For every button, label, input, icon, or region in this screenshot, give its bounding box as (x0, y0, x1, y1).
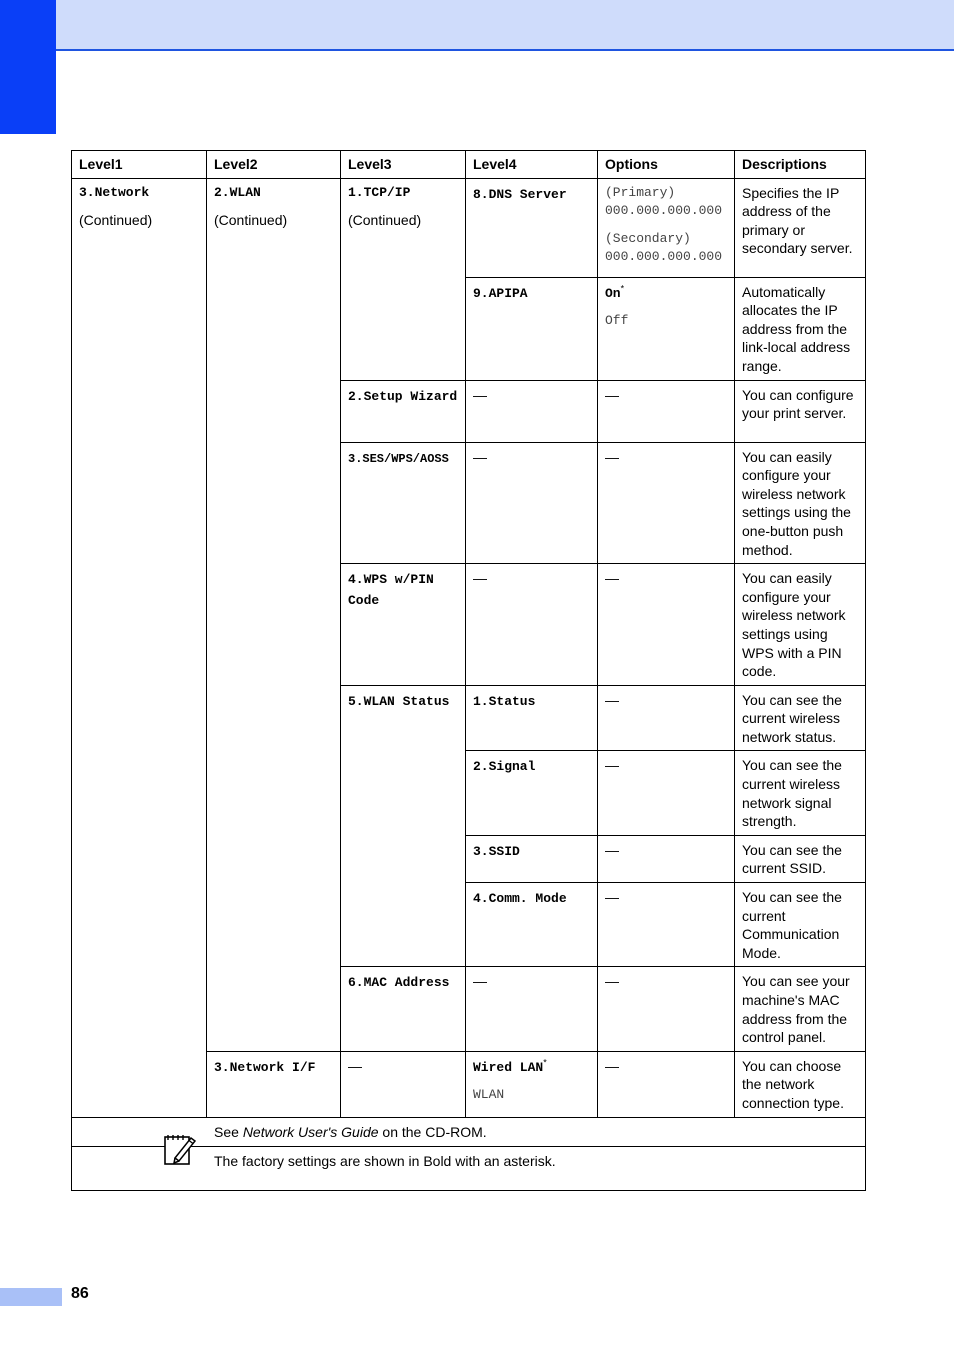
options-cell: — (598, 442, 735, 564)
level3-label: 3.SES/WPS/AOSS (348, 451, 449, 466)
level3-cell (341, 442, 466, 564)
description-cell: You can see the current Communication Mode. (735, 883, 866, 967)
header-level4: Level4 (466, 151, 598, 179)
option-default: On* (605, 282, 625, 301)
level2-cell (207, 1051, 341, 1117)
header-descriptions: Descriptions (735, 151, 866, 179)
level4-cell (466, 835, 598, 882)
level3-cell (341, 685, 466, 967)
level3-label: 4.WPS w/PIN Code (348, 572, 434, 608)
options-cell (598, 178, 735, 277)
description-cell: You can see the current SSID. (735, 835, 866, 882)
page-number: 86 (71, 1285, 89, 1302)
level3-note: (Continued) (348, 212, 422, 229)
level4-cell (466, 883, 598, 967)
option-text: 000.000.000.000 (605, 249, 723, 265)
level3-cell: — (341, 1051, 466, 1117)
header-options: Options (598, 151, 735, 179)
level3-cell (341, 967, 466, 1051)
level4-label: 2.Signal (473, 759, 536, 775)
level3-label: 2.Setup Wizard (348, 388, 458, 404)
header-level2: Level2 (207, 151, 341, 179)
level1-cell (72, 178, 207, 1117)
level4-cell (466, 277, 598, 380)
menu-table (71, 150, 866, 1191)
option-text: (Primary) (605, 184, 676, 200)
footer-bar (0, 1288, 62, 1306)
header-band (0, 0, 954, 51)
level4-label: 3.SSID (473, 843, 520, 859)
level4-label: 1.Status (473, 693, 536, 709)
chapter-tab (0, 0, 56, 134)
level4-label: 9.APIPA (473, 285, 528, 301)
description-cell: You can configure your print server. (735, 380, 866, 442)
options-cell: — (598, 751, 735, 835)
level3-name: 1.TCP/IP (348, 184, 411, 200)
header-level1: Level1 (72, 151, 207, 179)
level2-name: 2.WLAN (214, 184, 261, 200)
header-level3: Level3 (341, 151, 466, 179)
options-cell: — (598, 380, 735, 442)
level4-cell (466, 178, 598, 277)
level4-cell: — (466, 967, 598, 1051)
options-cell: — (598, 1051, 735, 1117)
level4-label: 4.Comm. Mode (473, 891, 567, 907)
level4-cell: — (466, 564, 598, 686)
options-cell: — (598, 883, 735, 967)
option-default: Wired LAN* (473, 1057, 547, 1075)
options-cell: — (598, 564, 735, 686)
guide-title: Network User's Guide (242, 1123, 379, 1140)
note-pencil-icon (163, 1132, 197, 1166)
table-row (72, 178, 866, 277)
description-cell: Specifies the IP address of the primary or secondary server. (735, 178, 866, 277)
options-cell: — (598, 835, 735, 882)
level4-cell (466, 751, 598, 835)
level4-cell: — (466, 380, 598, 442)
option-text: Off (605, 313, 629, 329)
options-cell (598, 277, 735, 380)
level4-cell: — (466, 442, 598, 564)
level2-cell (207, 178, 341, 1051)
footnote-factory: The factory settings are shown in Bold with an asterisk. (72, 1147, 866, 1191)
level1-name: 3.Network (79, 184, 150, 200)
description-cell: You can see your machine's MAC address from the control panel. (735, 967, 866, 1051)
level3-cell (341, 380, 466, 442)
level3-cell (341, 564, 466, 686)
option-text: 000.000.000.000 (605, 203, 723, 219)
option-text: WLAN (473, 1087, 505, 1103)
level4-cell (466, 1051, 598, 1117)
description-cell: You can easily configure your wireless network settings using the one-button push method. (735, 442, 866, 564)
option-text: (Secondary) (605, 230, 691, 246)
level1-note: (Continued) (79, 212, 153, 229)
level2-note: (Continued) (214, 212, 288, 229)
options-cell: — (598, 967, 735, 1051)
options-cell: — (598, 685, 735, 751)
footnote-see: See Network User's Guide on the CD-ROM. (72, 1117, 866, 1147)
level3-label: 5.WLAN Status (348, 693, 450, 709)
description-cell: You can choose the network connection type. (735, 1051, 866, 1117)
description-cell: Automatically allocates the IP address from the link-local address range. (735, 277, 866, 380)
level4-label: 8.DNS Server (473, 186, 567, 202)
level3-label: 6.MAC Address (348, 975, 450, 991)
level2-label: 3.Network I/F (214, 1059, 316, 1075)
level3-cell (341, 178, 466, 380)
level4-cell (466, 685, 598, 751)
description-cell: You can see the current wireless network signal strength. (735, 751, 866, 835)
header-row (72, 151, 866, 179)
description-cell: You can see the current wireless network status. (735, 685, 866, 751)
description-cell: You can easily configure your wireless network settings using WPS with a PIN code. (735, 564, 866, 686)
